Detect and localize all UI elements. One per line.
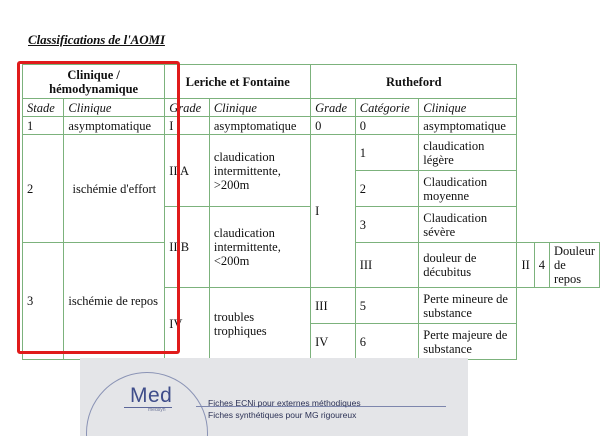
subheader-clinique: Clinique (209, 99, 310, 117)
subheader-clinique: Clinique (64, 99, 165, 117)
leriche-grade-cell: II B (165, 207, 210, 288)
subheader-stade: Stade (23, 99, 64, 117)
rutheford-grade-cell: I (311, 135, 356, 288)
logo-text: Med (130, 384, 173, 407)
header-clinique-hemodynamique: Clinique / hémodynamique (23, 65, 165, 99)
leriche-grade-cell: IV (165, 288, 210, 360)
rutheford-categorie-cell: 5 (355, 288, 419, 324)
header-rutheford: Rutheford (311, 65, 517, 99)
clinique-cell: ischémie de repos (64, 243, 165, 360)
clinique-cell: ischémie d'effort (64, 135, 165, 243)
stade-cell: 1 (23, 117, 64, 135)
rutheford-grade-cell: IV (311, 324, 356, 360)
header-leriche-fontaine: Leriche et Fontaine (165, 65, 311, 99)
rutheford-clinique-cell: Claudication moyenne (419, 171, 517, 207)
leriche-grade-cell: III (355, 243, 419, 288)
rutheford-grade-cell: III (311, 288, 356, 324)
rutheford-categorie-cell: 6 (355, 324, 419, 360)
rutheford-categorie-cell: 1 (355, 135, 419, 171)
watermark-line-1: Fiches ECNi pour externes méthodiques (208, 398, 361, 408)
watermark-banner (80, 358, 468, 436)
document-title: Classifications de l'AOMI (28, 32, 165, 47)
leriche-grade-cell: II A (165, 135, 210, 207)
stade-cell: 3 (23, 243, 64, 360)
rutheford-categorie-cell: 2 (355, 171, 419, 207)
subheader-clinique: Clinique (419, 99, 517, 117)
rutheford-categorie-cell: 4 (534, 243, 549, 288)
clinique-cell: asymptomatique (64, 117, 165, 135)
rutheford-clinique-cell: Douleur de repos (550, 243, 600, 288)
rutheford-clinique-cell: claudication légère (419, 135, 517, 171)
subheader-categorie: Catégorie (355, 99, 419, 117)
rutheford-clinique-cell: Claudication sévère (419, 207, 517, 243)
rutheford-grade-cell: 0 (311, 117, 356, 135)
rutheford-clinique-cell: Perte majeure de substance (419, 324, 517, 360)
leriche-clinique-cell: claudication intermittente, <200m (209, 207, 310, 288)
rutheford-categorie-cell: 3 (355, 207, 419, 243)
rutheford-clinique-cell: asymptomatique (419, 117, 517, 135)
leriche-clinique-cell: asymptomatique (209, 117, 310, 135)
rutheford-categorie-cell: 0 (355, 117, 419, 135)
watermark-line-2: Fiches synthétiques pour MG rigoureux (208, 410, 357, 420)
subheader-grade: Grade (311, 99, 356, 117)
logo-subtext: medsyn (148, 407, 166, 413)
leriche-grade-cell: I (165, 117, 210, 135)
aomi-classification-table (22, 64, 600, 360)
leriche-clinique-cell: douleur de décubitus (419, 243, 517, 288)
leriche-clinique-cell: troubles trophiques (209, 288, 310, 360)
stade-cell: 2 (23, 135, 64, 243)
rutheford-grade-cell: II (517, 243, 534, 288)
rutheford-clinique-cell: Perte mineure de substance (419, 288, 517, 324)
leriche-clinique-cell: claudication intermittente, >200m (209, 135, 310, 207)
subheader-grade: Grade (165, 99, 210, 117)
